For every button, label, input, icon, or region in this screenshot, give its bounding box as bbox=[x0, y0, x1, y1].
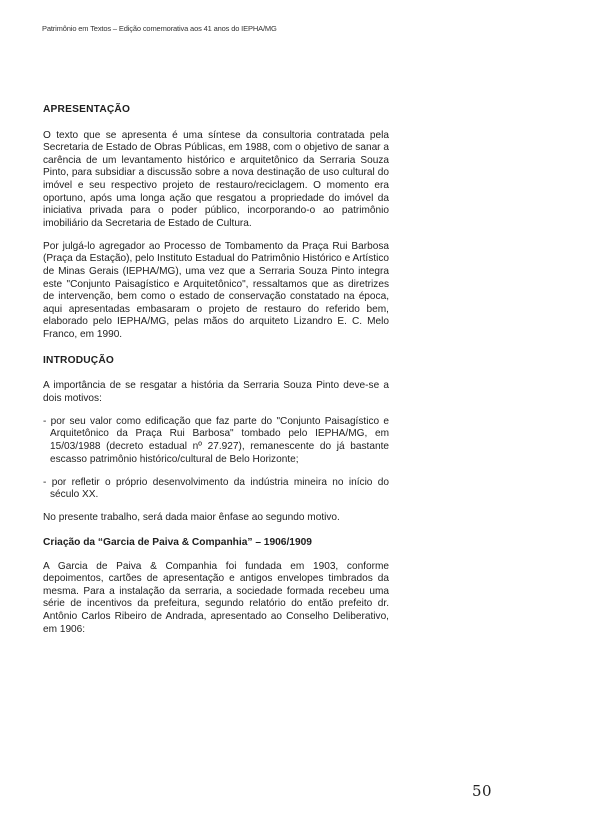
paragraph: A importância de se resgatar a história da Serraria Souza Pinto deve-se a dois motivos: bbox=[43, 380, 389, 404]
body-text bbox=[43, 104, 389, 647]
section-heading-apresentacao: APRESENTAÇÃO bbox=[43, 104, 131, 115]
motives-list bbox=[43, 416, 389, 502]
paragraph: No presente trabalho, será dada maior ênfase ao segundo motivo. bbox=[43, 512, 340, 524]
paragraph: A Garcia de Paiva & Companhia foi fundada em 1903, conforme depoimentos, cartões de apresentação e antigos envelopes timbrados da mesma. Para a instalação da serraria, a sociedade formada recebeu uma série de incentivos da prefeitura, segundo relatório do então prefeito dr. Antônio Carlos Ribeiro de Andrada, apresentado ao Conselho Deliberativo, em 1906: bbox=[43, 560, 389, 635]
section-heading-introducao: INTRODUÇÃO bbox=[43, 354, 115, 366]
page-number: 50 bbox=[472, 782, 493, 800]
list-item: - por seu valor como edificação que faz parte do "Conjunto Paisagístico e Arquitetônico da Praça Rui Barbosa" tombado pelo IEPHA/MG, em 15/03/1988 (decreto estadual nº 27.927), remanescente do já bastante escasso patrimônio histórico/cultural de Belo Horizonte; bbox=[43, 415, 389, 465]
paragraph: Por julgá-lo agregador ao Processo de Tombamento da Praça Rui Barbosa (Praça da Estação), pelo Instituto Estadual do Patrimônio Histórico e Artístico de Minas Gerais (IEPHA/MG), uma vez que a Serraria Souza Pinto integra este "Conjunto Paisagístico e Arquitetônico", ressaltamos que as diretrizes de intervenção, bem como o estado de conservação constatado na época, aqui apresentadas embasaram o projeto de restauro do referido bem, elaborado pelo IEPHA/MG, pelas mãos do arquiteto Lizandro E. C. Melo Franco, em 1990. bbox=[43, 240, 389, 340]
paragraph: O texto que se apresenta é uma síntese da consultoria contratada pela Secretaria de Estado de Obras Públicas, em 1988, com o objetivo de sanar a carência de um levantamento histórico e arquitetônico da Serraria Souza Pinto, para subsidiar a discussão sobre a nova destinação de uso cultural do imóvel e seu respectivo projeto de restauro/reciclagem. O momento era oportuno, após uma longa ação que resgatou a propriedade do imóvel da iniciativa privada para o poder público, incorporando-o ao patrimônio imobiliário da Secretaria de Estado de Cultura. bbox=[43, 129, 389, 229]
section-heading-criacao: Criação da “Garcia de Paiva & Companhia” – 1906/1909 bbox=[43, 537, 312, 549]
running-header: Patrimônio em Textos – Edição comemorativa aos 41 anos do IEPHA/MG bbox=[42, 24, 277, 33]
list-item: - por refletir o próprio desenvolvimento da indústria mineira no início do século XX. bbox=[43, 476, 389, 501]
